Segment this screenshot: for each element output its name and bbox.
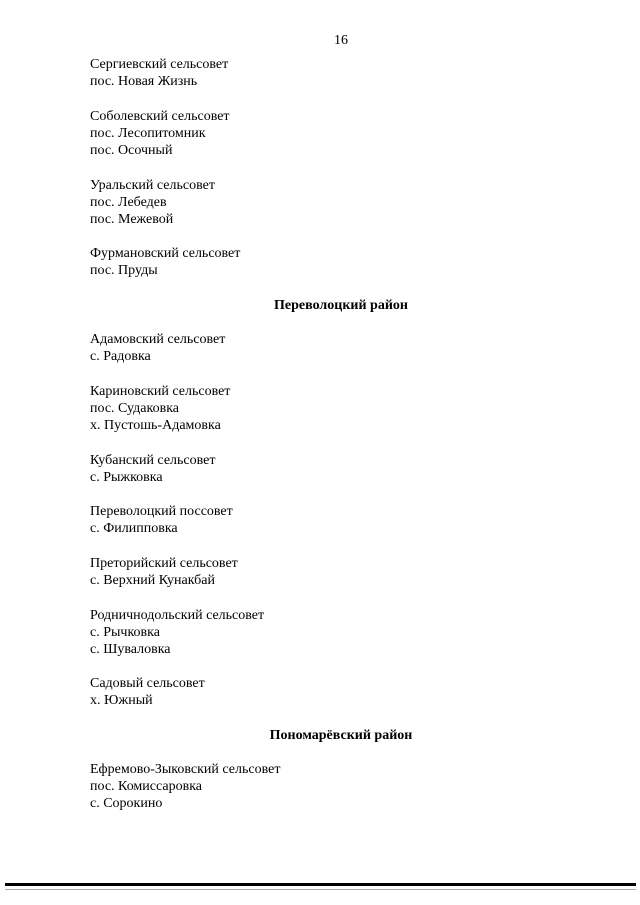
- council-name: Соболевский сельсовет: [90, 109, 230, 124]
- council-name: Ефремово-Зыковский сельсовет: [90, 762, 281, 777]
- settlement-block: [90, 503, 233, 537]
- council-name: Кубанский сельсовет: [90, 453, 216, 468]
- locality-name: с. Рыжковка: [90, 470, 163, 485]
- settlement-block: [90, 555, 238, 589]
- locality-name: пос. Осочный: [90, 143, 173, 158]
- district-heading: Пономарёвский район: [269, 728, 413, 743]
- council-name: Садовый сельсовет: [90, 676, 205, 691]
- settlement-block: [90, 177, 215, 228]
- page-number: 16: [334, 33, 348, 48]
- settlement-block: [90, 761, 280, 812]
- settlement-block: [90, 56, 228, 90]
- settlement-block: [90, 108, 230, 159]
- locality-name: х. Пустошь-Адамовка: [90, 418, 221, 433]
- locality-name: пос. Лебедев: [90, 195, 167, 210]
- locality-name: пос. Межевой: [90, 212, 174, 227]
- council-name: Переволоцкий поссовет: [90, 504, 233, 519]
- locality-name: с. Филипповка: [90, 521, 178, 536]
- locality-name: пос. Пруды: [90, 263, 158, 278]
- council-name: Уральский сельсовет: [90, 178, 215, 193]
- settlement-block: [90, 452, 215, 486]
- locality-name: с. Сорокино: [90, 796, 163, 811]
- council-name: Фурмановский сельсовет: [90, 246, 241, 261]
- settlement-block: [90, 675, 205, 709]
- locality-name: х. Южный: [90, 693, 153, 708]
- locality-name: пос. Комиссаровка: [90, 779, 203, 794]
- locality-name: с. Верхний Кунакбай: [90, 573, 216, 588]
- settlement-block: [90, 245, 240, 279]
- council-name: Кариновский сельсовет: [90, 384, 231, 399]
- locality-name: пос. Судаковка: [90, 401, 180, 416]
- locality-name: пос. Лесопитомник: [90, 126, 206, 141]
- locality-name: с. Шуваловка: [90, 642, 171, 657]
- council-name: Преторийский сельсовет: [90, 556, 238, 571]
- district-heading: Переволоцкий район: [274, 298, 408, 313]
- locality-name: с. Радовка: [90, 349, 151, 364]
- locality-name: с. Рычковка: [90, 625, 160, 640]
- scan-bottom-border-shadow: [5, 889, 636, 890]
- settlement-block: [90, 607, 264, 658]
- settlement-block: [90, 383, 230, 434]
- settlement-block: [90, 331, 225, 365]
- council-name: Адамовский сельсовет: [90, 332, 226, 347]
- council-name: Сергиевский сельсовет: [90, 57, 229, 72]
- scan-bottom-border: [5, 883, 636, 886]
- locality-name: пос. Новая Жизнь: [90, 74, 198, 89]
- council-name: Родничнодольский сельсовет: [90, 608, 265, 623]
